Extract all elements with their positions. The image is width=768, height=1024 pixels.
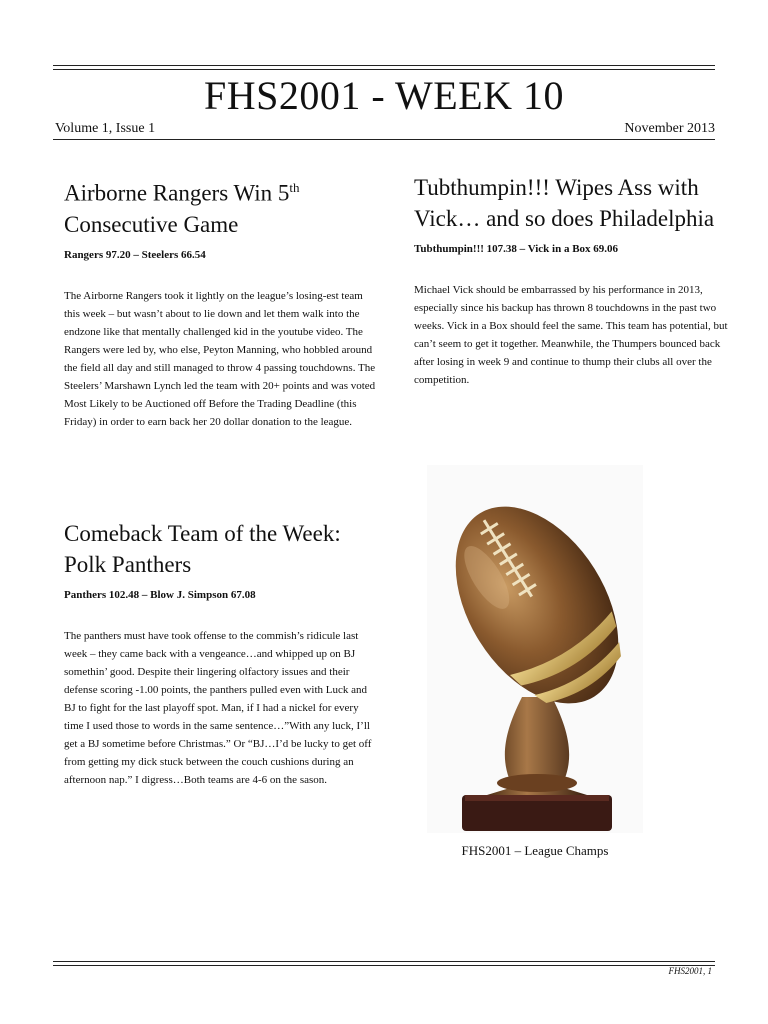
article-body: The panthers must have took offense to the commish’s ridicule last week – they came back with a vengeance…and whipped up on BJ somethin’ good. Despite their lingering olfactory issues and their defense scoring -1.00 points, the panthers pulled even with Luck and BJ to fight for the last playoff spot. Man, if I had a nickel for every time I used those to words in the same sentence…”With any luck, I’ll get a BJ sometime before Christmas.” Or “BJ…I’d be lucky to get off from getting my dick stuck between the couch cushions during an afternoon nap.” I digress…Both teams are 4-6 on the sason. xyxy=(64,630,372,786)
article-score: Rangers 97.20 – Steelers 66.54 xyxy=(64,248,206,261)
newsletter-title: FHS2001 - WEEK 10 xyxy=(204,73,564,118)
article-headline: Tubthumpin!!! Wipes Ass with Vick… and so does Philadelphia xyxy=(414,175,715,231)
article-tubthumpin xyxy=(414,172,728,389)
issue-volume: Volume 1, Issue 1 xyxy=(55,121,156,136)
footer-rule xyxy=(53,961,715,966)
article-body: The Airborne Rangers took it lightly on the league’s losing-est team this week – but wasn’t about to lie down and let them walk into the endzone like that mentally challenged kid in the youtube video. The Rangers were led by, who else, Peyton Manning, who hobbled around the field all day and still managed to throw 4 passing touchdowns. The Steelers’ Marshawn Lynch led the team with 20+ points and was voted Most Likely to be Auctioned off Before the Trading Deadline (this Friday) in order to earn back her 20 dollar donation to the league. xyxy=(64,289,376,428)
article-panthers xyxy=(64,518,378,789)
article-headline: Airborne Rangers Win 5th Consecutive Game xyxy=(64,180,300,237)
issue-date: November 2013 xyxy=(624,121,715,136)
article-score: Tubthumpin!!! 107.38 – Vick in a Box 69.06 xyxy=(414,243,619,255)
article-body: Michael Vick should be embarrassed by his performance in 2013, especially since his backup has thrown 8 touchdowns in the past two weeks. Vick in a Box should feel the same. This team has potential, but can’t seem to get it together. Meanwhile, the Thumpers bounced back after losing in week 9 and continue to thump their clubs all over the competition. xyxy=(414,284,728,386)
trophy-image xyxy=(427,465,643,833)
article-headline: Comeback Team of the Week: Polk Panthers xyxy=(64,521,341,577)
trophy-caption: FHS2001 – League Champs xyxy=(461,843,609,858)
masthead-bottom-rule xyxy=(53,139,715,140)
article-score: Panthers 102.48 – Blow J. Simpson 67.08 xyxy=(64,589,256,601)
football-trophy-icon xyxy=(427,465,643,833)
masthead-top-rule xyxy=(53,65,715,70)
page-footer: FHS2001, 1 xyxy=(668,966,712,976)
article-rangers xyxy=(64,172,378,431)
